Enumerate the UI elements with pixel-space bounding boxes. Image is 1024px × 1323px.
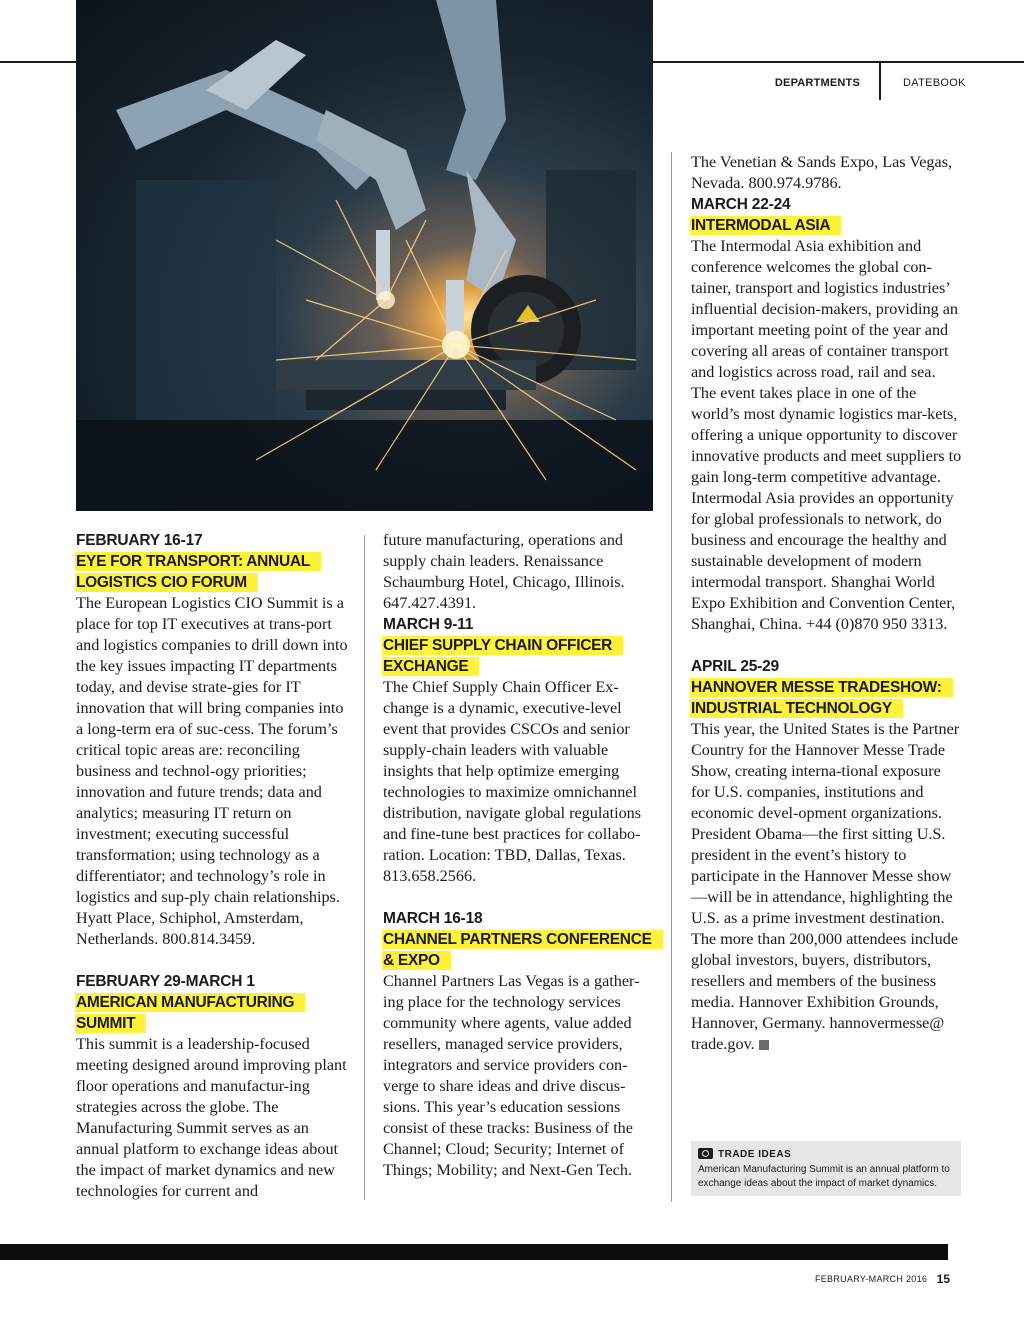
event-title — [383, 635, 655, 677]
issue-date: FEBRUARY-MARCH 2016 — [814, 1274, 928, 1284]
section-label: DEPARTMENTS — [774, 77, 860, 89]
event-listing — [76, 530, 348, 950]
event-listing — [383, 908, 655, 1181]
page-footer — [800, 1270, 950, 1288]
event-title-text: INTERMODAL ASIA — [691, 217, 840, 234]
caption-heading-text: TRADE IDEAS — [718, 1149, 792, 1160]
robotic-welding-photo — [76, 0, 653, 511]
event-listing — [691, 194, 963, 635]
header-separator — [879, 63, 881, 100]
event-date: FEBRUARY 29-MARCH 1 — [76, 973, 255, 990]
event-description — [691, 719, 963, 1055]
page-number: 15 — [936, 1272, 950, 1286]
event-title-text: CHANNEL PARTNERS CONFERENCE & EXPO — [383, 931, 662, 969]
caption-heading — [698, 1148, 791, 1160]
event-listing — [76, 971, 348, 1202]
event-title-text: EYE FOR TRANSPORT: ANNUAL LOGISTICS CIO FORUM — [76, 553, 320, 591]
event-title-text: HANNOVER MESSE TRADESHOW: INDUSTRIAL TECHNOLOGY — [691, 679, 952, 717]
event-description: This summit is a leadership-focused meeting designed around improving plant floor operations and manufactur-ing strategies across the globe. The Manufacturing Summit serves as an annual platform to exchange ideas about the impact of market dynamics and new technologies for current and — [76, 1035, 347, 1200]
continued-text: future manufacturing, operations and supply chain leaders. Renaissance Schaumburg Hotel, Chicago, Illinois. 647.427.4391. — [383, 531, 625, 612]
event-date: MARCH 16-18 — [383, 910, 483, 927]
event-title-text: AMERICAN MANUFACTURING SUMMIT — [76, 994, 304, 1032]
column-3 — [691, 152, 963, 1076]
event-description: The Intermodal Asia exhibition and conference welcomes the global con-tainer, transport and logistics industries’ influential decision-makers, providing an important meeting point of the year and covering all areas of container transport and logistics across road, rail and sea. The event takes place in one of the world’s most dynamic logistics mar-kets, offering a unique opportunity to discover innovative products and meet suppliers to gain long-term competitive advantage. Intermodal Asia provides an opportunity for global professionals to network, do business and encourage the healthy and sustainable development of modern intermodal transport. Shanghai World Expo Exhibition and Convention Center, Shanghai, China. +44 (0)870 950 3313. — [691, 237, 962, 633]
caption-text: American Manufacturing Summit is an annual platform to exchange ideas about the impact of market dynamics. — [698, 1164, 950, 1189]
event-title — [76, 551, 348, 593]
header-rule-right — [653, 61, 1024, 63]
event-title — [76, 992, 348, 1034]
event-description: The European Logistics CIO Summit is a place for top IT executives at trans-port and logistics companies to drill down into the key issues impacting IT departments today, and devise strate-gies for IT innovation that will bring companies into a long-term era of suc-cess. The forum’s critical topic areas are: reconciling business and technol-ogy priorities; innovation and future trends; data and analytics; measuring IT return on investment; executing successful transformation; using technology as a differentiator; and technology’s role in logistics and sup-ply chain relationships. Hyatt Place, Schiphol, Amsterdam, Netherlands. 800.814.3459. — [76, 594, 348, 948]
column-1 — [76, 530, 348, 1223]
event-title — [691, 677, 963, 719]
column-divider — [671, 152, 672, 1202]
end-of-article-mark — [759, 1040, 769, 1050]
photo-caption — [691, 1141, 961, 1196]
column-divider — [364, 535, 365, 1200]
continued-text: The Venetian & Sands Expo, Las Vegas, Nevada. 800.974.9786. — [691, 153, 953, 192]
event-date: MARCH 9-11 — [383, 616, 474, 633]
event-listing — [691, 656, 963, 1055]
event-date: MARCH 22-24 — [691, 196, 791, 213]
event-title — [383, 929, 655, 971]
camera-icon — [698, 1148, 713, 1159]
event-title — [691, 215, 963, 236]
event-description: Channel Partners Las Vegas is a gather-ing place for the technology services community where agents, value added resellers, managed service providers, integrators and service providers con-verge to share ideas and drive discus-sions. This year’s education sessions consist of these tracks: Business of the Channel; Cloud; Security; Internet of Things; Mobility; and Next-Gen Tech. — [383, 972, 640, 1179]
header-rule-left — [0, 61, 76, 63]
event-description: The Chief Supply Chain Officer Ex-change is a dynamic, executive-level event that provides CSCOs and senior supply-chain leaders with valuable insights that help optimize emerging technologies to maximize omnichannel distribution, navigate global regulations and fine-tune best practices for collabo-ration. Location: TBD, Dallas, Texas. 813.658.2566. — [383, 678, 642, 885]
event-date: APRIL 25-29 — [691, 658, 779, 675]
event-listing — [383, 614, 655, 887]
subsection-label: DATEBOOK — [903, 77, 966, 89]
event-title-text: CHIEF SUPPLY CHAIN OFFICER EXCHANGE — [383, 637, 622, 675]
footer-bar — [0, 1244, 948, 1260]
event-date: FEBRUARY 16-17 — [76, 532, 203, 549]
event-description-text: This year, the United States is the Partner Country for the Hannover Messe Trade Show, creating interna-tional exposure for U.S. companies, institutions and economic devel-opment organizations. President Obama—the first sitting U.S. president in the event’s history to participate in the Hannover Messe show—will be in attendance, highlighting the U.S. as a prime investment destination. The more than 200,000 attendees include global investors, buyers, distributors, resellers and members of the business media. Hannover Exhibition Grounds, Hannover, Germany. hannovermesse@ trade.gov. — [691, 720, 960, 1053]
column-2 — [383, 530, 655, 1202]
